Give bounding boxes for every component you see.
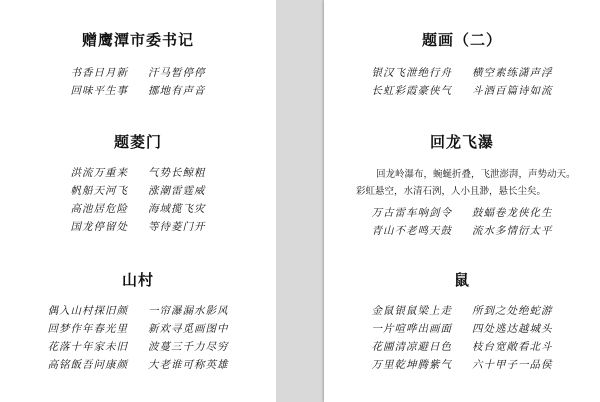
poem-verse: 银汉飞泄绝行舟: [371, 67, 452, 79]
poem-verse: 四处逃达越城头: [472, 323, 553, 335]
poem-verse: 一帘瀑漏水影风: [148, 305, 229, 317]
poem-line: [0, 356, 276, 374]
poem-verse: 花落十年家未旧: [47, 341, 128, 353]
poem-line: [324, 222, 600, 240]
poem-lines: [324, 302, 600, 374]
poem-line: [324, 320, 600, 338]
poem-verse: 鼓蝠卷龙侠化生: [472, 207, 553, 219]
poem-line: [0, 164, 276, 182]
poem-verse: 新欢寻觅画图中: [148, 323, 229, 335]
poem-line: [0, 200, 276, 218]
poem-verse: 波蔓三千力尽穷: [148, 341, 229, 353]
left-page: [0, 0, 276, 402]
poem-verse: 长虹彩霞豪侠气: [371, 85, 452, 97]
poem-line: [324, 302, 600, 320]
poem-line: [0, 302, 276, 320]
poem-verse: 万古雷车响剑令: [371, 207, 452, 219]
poem-line: [0, 182, 276, 200]
poem-verse: 一片喧哗出画面: [371, 323, 452, 335]
poem-line: [0, 218, 276, 236]
poem-title: 题菱门: [113, 133, 162, 151]
poem-verse: 横空素练潇声浮: [472, 67, 553, 79]
poem-verse: 国龙停留处: [70, 221, 128, 233]
poem-verse: 海域揽飞灾: [148, 203, 206, 215]
poem-verse: 偶入山村探旧颜: [47, 305, 128, 317]
poem-verse: 金鼠银鼠梁上走: [371, 305, 452, 317]
poem-title: 题画（二）: [421, 31, 502, 49]
poem-verse: 挪地有声音: [148, 85, 206, 97]
poem-verse: 青山不老鸣天鼓: [371, 225, 452, 237]
poem-line: [324, 64, 600, 82]
poem-verse: 涨潮雷霆威: [148, 185, 206, 197]
poem-verse: 大老谁可称英雄: [148, 359, 229, 371]
page-gutter: [276, 0, 324, 402]
poem-verse: 六十甲子一品侯: [472, 359, 553, 371]
poem: [0, 270, 276, 374]
poem-line: [324, 204, 600, 222]
poem-verse: 所到之处绝蛇游: [472, 305, 553, 317]
poem-line: [324, 338, 600, 356]
poem-verse: 帆船天河飞: [70, 185, 128, 197]
poem-line: [324, 82, 600, 100]
poem-verse: 万里乾坤腾紫气: [371, 359, 452, 371]
poem-verse: 流水多情衍太平: [472, 225, 553, 237]
poem: [0, 132, 276, 236]
poem-lines: [0, 64, 276, 100]
poem: [0, 30, 276, 100]
poem: [324, 270, 600, 374]
poem-verse: 斗酒百篇诗如流: [472, 85, 553, 97]
poem: [324, 30, 600, 100]
poem-lines: [324, 204, 600, 240]
poem-lines: [324, 64, 600, 100]
poem-verse: 花圃清凉避日色: [371, 341, 452, 353]
poem: [324, 132, 600, 240]
poem-verse: 洪流万重来: [70, 167, 128, 179]
poem-line: [0, 64, 276, 82]
poem-title: 回龙飞瀑: [429, 133, 494, 151]
poem-verse: 书香日月新: [70, 67, 128, 79]
right-page: [324, 0, 600, 402]
poem-verse: 高铭飯吾问康颜: [47, 359, 128, 371]
poem-title: 赠鹰潭市委书记: [81, 31, 194, 49]
poem-lines: [0, 302, 276, 374]
poem-verse: 等待菱门开: [148, 221, 206, 233]
poem-line: [0, 320, 276, 338]
poem-verse: 回梦作年春光里: [47, 323, 128, 335]
poem-title: 鼠: [453, 271, 470, 289]
poem-lines: [0, 164, 276, 236]
poem-line: [324, 356, 600, 374]
poem-verse: 枝台宽敞看北斗: [472, 341, 553, 353]
poem-verse: 汗马暂停停: [148, 67, 206, 79]
poem-verse: 气势长鲸粗: [148, 167, 206, 179]
poem-preface: 回龙岭瀑布，蜿蜒折叠，飞泄澎湃，声势动天。彩虹悬空，水清石洌，人小且渺，悬长尘矣。: [356, 169, 576, 197]
poem-line: [0, 338, 276, 356]
poem-title: 山村: [121, 271, 154, 289]
poem-verse: 高池居危险: [70, 203, 128, 215]
poem-verse: 回味平生事: [70, 85, 128, 97]
poem-line: [0, 82, 276, 100]
